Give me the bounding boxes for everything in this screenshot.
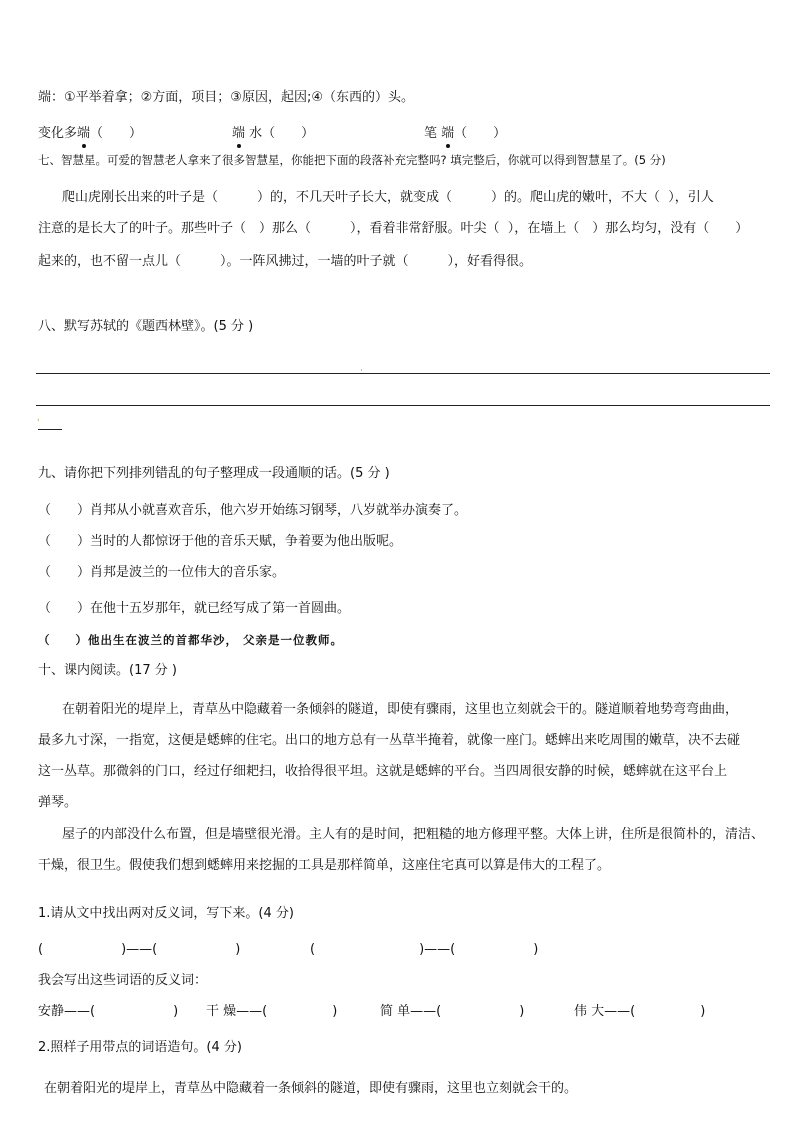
antonym-blank-1[interactable]: 安静——( ) bbox=[38, 1004, 179, 1019]
passage-p1-line-4: 弹琴。 bbox=[38, 795, 78, 810]
sentence-item-5: （ ）他出生在波兰的首都华沙， 父亲是一位教师。 bbox=[38, 633, 344, 647]
stray-mark: ' bbox=[37, 418, 40, 428]
passage-p1-line-3: 这一丛草。那微斜的门口，经过仔细耙扫，收拾得很平坦。这就是蟋蟀的平台。当四周很安静的时候，蟋蟀就在这平台上 bbox=[38, 764, 728, 779]
duan-blank-b-paren[interactable]: （ ） bbox=[262, 126, 315, 141]
duan-blank-b bbox=[232, 125, 314, 143]
duan-blank-c bbox=[424, 125, 506, 143]
duan-blank-a-paren[interactable]: （ ） bbox=[90, 126, 143, 141]
duan-blank-c-paren[interactable]: （ ） bbox=[454, 126, 507, 141]
stray-mark: · bbox=[360, 366, 363, 376]
passage-p1-line-1: 在朝着阳光的堤岸上，青草丛中隐藏着一条倾斜的隧道，即使有骤雨，这里也立刻就会干的。隧道顺着地势弯弯曲曲， bbox=[62, 702, 739, 717]
passage-p2-line-2: 干燥，很卫生。假使我们想到蟋蟀用来挖掘的工具是那样简单，这座住宅真可以算是伟大的工程了。 bbox=[38, 858, 611, 873]
section-8-title: 八、默写苏轼的《题西林壁》。(5 分 ) bbox=[38, 319, 254, 334]
sentence-item-3: （ ）肖邦是波兰的一位伟大的音乐家。 bbox=[38, 565, 286, 580]
antonym-pair-1[interactable]: ( )——( ) bbox=[38, 942, 241, 957]
question-2-title: 2.照样子用带点的词语造句。(4 分) bbox=[38, 1040, 242, 1055]
duan-blank-a bbox=[38, 125, 142, 143]
antonym-blank-4[interactable]: 伟 大——( ) bbox=[574, 1004, 706, 1019]
antonym-pair-2[interactable]: ( )——( ) bbox=[310, 942, 539, 957]
section-7-line-3: 起来的，也不留一点儿（ ）。一阵风拂过，一墙的叶子就（ ），好看得很。 bbox=[38, 254, 533, 269]
duan-meaning-line: 端：①平举着拿；②方面，项目；③原因，起因;④（东西的）头。 bbox=[38, 90, 414, 105]
section-10-title: 十、课内阅读。(17 分 ) bbox=[38, 663, 177, 678]
section-9-title: 九、请你把下列排列错乱的句子整理成一段通顺的话。(5 分 ) bbox=[38, 466, 390, 481]
sentence-item-1: （ ）肖邦从小就喜欢音乐，他六岁开始练习钢琴，八岁就举办演奏了。 bbox=[38, 503, 468, 518]
dotted-char-duan: 端 bbox=[441, 126, 455, 141]
dotted-char-duan: 端 bbox=[77, 126, 91, 141]
section-7-line-1: 爬山虎刚长出来的叶子是（ ）的，不几天叶子长大，就变成（ ）的。爬山虎的嫩叶，不大（ ），引人 bbox=[62, 190, 714, 205]
duan-blank-a-prefix: 变化多 bbox=[38, 126, 78, 141]
section-7-title: 七、智慧星。可爱的智慧老人拿来了很多智慧星，你能把下面的段落补充完整吗? 填完整后，你就可以得到智慧星了。(5 分) bbox=[38, 153, 666, 167]
passage-p2-line-1: 屋子的内部没什么布置，但是墙壁很光滑。主人有的是时间，把粗糙的地方修理平整。大体上讲，住所是很简朴的，清洁、 bbox=[62, 827, 765, 842]
answer-line-1[interactable] bbox=[36, 373, 770, 374]
answer-line-2[interactable] bbox=[36, 405, 770, 406]
answer-line-3[interactable] bbox=[38, 429, 62, 430]
passage-p1-line-2: 最多九寸深，一指宽，这便是蟋蟀的住宅。出口的地方总有一丛草半掩着，就像一座门。蟋蟀出来吃周围的嫩草，决不去碰 bbox=[38, 733, 741, 748]
duan-blank-b-suffix: 水 bbox=[245, 126, 263, 141]
antonym-blank-3[interactable]: 简 单——( ) bbox=[380, 1004, 525, 1019]
duan-blank-c-prefix: 笔 bbox=[424, 126, 442, 141]
antonym-blank-2[interactable]: 干 燥——( ) bbox=[206, 1004, 338, 1019]
question-2-example: 在朝着阳光的堤岸上，青草丛中隐藏着一条倾斜的隧道，即使有骤雨，这里也立刻就会干的。 bbox=[44, 1081, 578, 1096]
antonym-subtitle: 我会写出这些词语的反义词： bbox=[38, 973, 208, 988]
section-7-line-2: 注意的是长大了的叶子。那些叶子（ ）那么（ ），看着非常舒服。叶尖（ ），在墙上（ ）那么均匀，没有（ ） bbox=[38, 221, 749, 236]
question-1-title: 1.请从文中找出两对反义词，写下来。(4 分) bbox=[38, 906, 294, 921]
dotted-char-duan: 端 bbox=[232, 126, 246, 141]
sentence-item-2: （ ）当时的人都惊讶于他的音乐天赋，争着要为他出版呢。 bbox=[38, 534, 403, 549]
sentence-item-4: （ ）在他十五岁那年，就已经写成了第一首圆曲。 bbox=[38, 601, 351, 616]
